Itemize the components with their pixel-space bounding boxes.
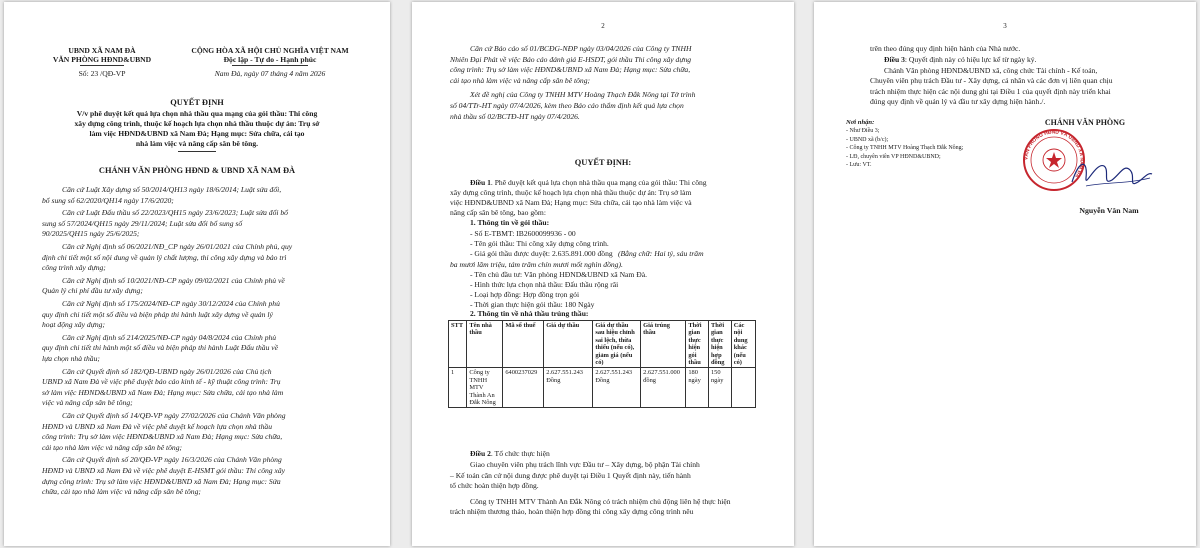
subject-line: nhà làm việc và nâng cấp sân bê tông. — [135, 139, 259, 148]
legal-basis-line: quy định chi tiết thi hành một số điều và biện pháp thi hành Luật Đấu thầu về — [42, 343, 279, 353]
legal-basis-line: Căn cứ Luật Xây dựng số 50/2014/QH13 ngày 18/6/2014; Luật sửa đổi, — [62, 185, 282, 194]
legal-basis-line: lựa chọn nhà thầu; — [42, 354, 100, 363]
legal-basis-line: Căn cứ Quyết định số 182/QĐ-UBND ngày 26/01/2026 của Chủ tịch — [62, 366, 272, 376]
article-1-line: việc HĐND&UBND xã Nam Đà; Hạng mục: Sửa chữa, cải tạo nhà làm việc và — [450, 198, 692, 207]
info-item: - Loại hợp đồng: Hợp đồng trọn gói — [470, 290, 580, 299]
table-cell: 2.627.551.000 đồng — [641, 368, 686, 408]
info-item: - Giá gói thầu được duyệt: 2.635.891.000 đồng — [470, 249, 613, 258]
legal-basis-line: Quản lý chi phí đầu tư xây dựng; — [42, 286, 143, 296]
nation-heading: CỘNG HÒA XÃ HỘI CHỦ NGHĨA VIỆT NAM — [191, 46, 349, 55]
table-header: Mã số thuế — [503, 321, 544, 368]
legal-basis-line: HĐND và UBND xã Nam Đà về việc phê duyệt E-HSMT gói thầu: Thi công xây — [42, 466, 286, 475]
table-row — [449, 368, 756, 408]
section-2-title: 2. Thông tin về nhà thầu trúng thầu: — [470, 309, 589, 318]
article-3-line: trách nhiệm thực hiện các nội dung ghi tại Điều 1 của quyết định này triển khai — [870, 86, 1111, 96]
authority-heading: CHÁNH VĂN PHÒNG HĐND & UBND XÃ NAM ĐÀ — [98, 166, 296, 175]
legal-basis-line: quy định chi tiết một số điều và biện pháp thi hành luật xây dựng về quản lý — [42, 309, 273, 319]
legal-basis-line: số 04/TTr-HT ngày 07/4/2026, kèm theo Báo cáo thẩm định kết quả lựa chọn — [450, 101, 684, 110]
issue-date — [172, 69, 368, 78]
signer-title: CHÁNH VĂN PHÒNG — [1044, 118, 1126, 127]
subject-line: V/v phê duyệt kết quả lựa chọn nhà thầu qua mạng của gói thầu: Thi công — [76, 109, 318, 118]
info-item: ba mươi lăm triệu, tám trăm chín mươi mốt nghìn đồng). — [450, 260, 623, 269]
article-1-label: Điều 1 — [470, 178, 491, 187]
legal-basis-line: Căn cứ Nghị định số 175/2024/NĐ-CP ngày 30/12/2024 của Chính phủ — [62, 299, 280, 308]
table-header: STT — [449, 321, 467, 368]
article-2-line: Giao chuyên viên phụ trách lĩnh vực Đầu tư – Xây dựng, bộ phận Tài chính — [470, 460, 700, 469]
table-header: Giá dự thầu sau hiệu chỉnh sai lệch, thừa thiếu (nếu có), giảm giá (nếu có) — [593, 321, 641, 368]
info-item: - Hình thức lựa chọn nhà thầu: Đấu thầu rộng rãi — [470, 280, 619, 289]
recipient-item: - UBND xã (b/c); — [846, 136, 889, 143]
table-header: Giá dự thầu — [544, 321, 593, 368]
doc-type: QUYẾT ĐỊNH — [170, 98, 224, 107]
continuation-line: trên theo đúng quy định hiện hành của Nhà nước. — [870, 44, 1021, 53]
legal-basis-line: Căn cứ Nghị định số 214/2025/NĐ-CP ngày 04/8/2024 của Chính phủ — [62, 332, 277, 342]
legal-basis-line: Xét đề nghị của Công ty TNHH MTV Hoàng Thạch Đắk Nông tại Tờ trình — [470, 90, 696, 100]
seal-text: VĂN PHÒNG HĐND VÀ UBND XÃ NAM ĐÀ — [1023, 129, 1085, 179]
table-cell: 2.627.551.243 Đồng — [544, 368, 593, 408]
legal-basis-line: sở làm việc HĐND&UBND xã Nam Đà; Hạng mục: Sửa chữa, cải tạo nhà làm — [42, 387, 284, 397]
legal-basis-line: định chi tiết một số nội dung về quản lý chất lượng, thi công xây dựng và bảo trì — [42, 252, 287, 262]
article-3-label: Điều 3 — [884, 55, 905, 64]
legal-basis-line: việc và nâng cấp sân bê tông; — [42, 398, 133, 408]
article-2-line: – Kế toán căn cứ nội dung được phê duyệt tại Điều 1 Quyết định này, tiến hành — [450, 470, 691, 480]
page-1 — [4, 2, 390, 546]
table-cell: Công ty TNHH MTV Thành An Đắk Nông — [467, 368, 503, 408]
article-3-line: đúng quy định về quản lý và đầu tư xây dựng hiện hành./. — [870, 97, 1046, 107]
table-cell: 150 ngày — [708, 368, 731, 408]
table-cell: 1 — [449, 368, 467, 408]
legal-basis-line: công trình xây dựng; — [42, 263, 106, 273]
table-cell: 180 ngày — [686, 368, 709, 408]
article-3-line: Chuyên viên phụ trách Đầu tư - Xây dựng, cá nhân và các đơn vị liên quan chịu — [870, 76, 1113, 86]
handwritten-signature — [1066, 152, 1156, 196]
recipient-item: - Công ty TNHH MTV Hoàng Thạch Đắk Nông; — [846, 145, 964, 152]
article-2-title: . Tổ chức thực hiện — [490, 449, 550, 458]
org-line-1: UBND XÃ NAM ĐÀ — [68, 46, 136, 55]
article-1 — [470, 178, 707, 187]
article-3-line: Chánh Văn phòng HĐND&UBND xã, công chức Tài chính - Kế toán, — [884, 66, 1098, 75]
price-in-words: (Bằng chữ: Hai tỷ, sáu trăm — [618, 249, 704, 258]
legal-basis-line: cải tạo nhà làm việc và nâng cấp sân bê tông; — [450, 75, 591, 85]
date-value: 07 tháng 4 năm 2026 — [260, 69, 326, 78]
info-item: - Thời gian thực hiện gói thầu: 180 Ngày — [470, 300, 595, 309]
article-2-line: tổ chức hoàn thiện hợp đồng. — [450, 481, 539, 491]
info-item: - Tên gói thầu: Thi công xây dựng công trình. — [470, 239, 609, 248]
recipient-item: - Lưu: VT. — [846, 162, 872, 169]
recipients-title: Nơi nhận: — [846, 119, 875, 126]
table-header: Các nội dung khác (nếu có) — [731, 321, 755, 368]
article-1-line: nâng cấp sân bê tông, bao gồm: — [450, 208, 546, 217]
legal-basis-line: công trình: Trụ sở làm việc HĐND&UBND xã Nam Đà; Hạng mục: Sửa chữa, — [42, 432, 283, 442]
legal-basis-line: sung số 57/2024/QH15 ngày 29/11/2024; Luật sửa đổi bổ sung số — [42, 218, 243, 228]
recipient-item: - Như Điều 3; — [846, 128, 880, 134]
article-2 — [470, 449, 550, 458]
winning-bidder-table — [448, 320, 756, 408]
table-cell: 2.627.551.243 Đồng — [593, 368, 641, 408]
article-3-text: : Quyết định này có hiệu lực kể từ ngày ký. — [904, 55, 1037, 64]
subject-line: xây dựng công trình, thuộc kế hoạch lựa chọn nhà thầu thuộc dự án: Trụ sở — [74, 119, 320, 128]
legal-basis-line: Căn cứ Báo cáo số 01/BCĐG-NĐP ngày 03/04/2026 của Công ty TNHH — [470, 44, 692, 53]
article-2-line: Công ty TNHH MTV Thành An Đắk Nông có trách nhiệm chủ động liên hệ thực hiện — [470, 496, 731, 506]
legal-basis-line: Nhiên Đại Phát về việc Báo cáo đánh giá E-HSDT, gói thầu Thi công xây dựng — [450, 54, 692, 64]
date-prefix: Nam Đà, ngày — [214, 69, 259, 78]
legal-basis-line: Căn cứ Quyết định số 20/QĐ-VP ngày 16/3/2026 của Chánh Văn phòng — [62, 455, 282, 465]
article-3 — [884, 55, 1037, 64]
info-item: - Tên chủ đầu tư: Văn phòng HĐND&UBND xã Nam Đà. — [470, 270, 647, 279]
motto: Độc lập - Tự do - Hạnh phúc — [223, 55, 317, 64]
table-header: Thời gian thực hiện gói thầu — [686, 321, 709, 368]
section-1-title: 1. Thông tin về gói thầu: — [470, 218, 550, 227]
legal-basis-line: Căn cứ Quyết định số 14/QĐ-VP ngày 27/02/2026 của Chánh Văn phòng — [62, 411, 286, 420]
legal-basis-line: nhà thầu số 02/BCTĐ-HT ngày 07/4/2026. — [450, 111, 580, 121]
table-header: Giá trúng thầu — [641, 321, 686, 368]
doc-number: Số: 23 /QĐ-VP — [78, 69, 126, 78]
subject-line: làm việc HĐND&UBND xã Nam Đà; Hạng mục: Sửa chữa, cải tạo — [89, 129, 305, 138]
legal-basis-line: dựng công trình: Trụ sở làm việc HĐND&UBND xã Nam Đà; Hạng mục: Sửa — [42, 476, 281, 486]
article-2-line: trách nhiệm thương thảo, hoàn thiện hợp đồng thi công xây dựng công trình nêu — [450, 507, 694, 517]
legal-basis-line: Căn cứ Luật Đấu thầu số 22/2023/QH15 ngày 23/6/2023; Luật sửa đổi bổ — [62, 208, 288, 218]
info-item: - Số E-TBMT: IB2600099936 - 00 — [470, 229, 576, 238]
article-2-label: Điều 2 — [470, 449, 491, 458]
table-header: Thời gian thực hiện hợp đồng — [708, 321, 731, 368]
article-1-line: xây dựng công trình, thuộc kế hoạch lựa chọn nhà thầu thuộc dự án: Trụ sở làm — [450, 188, 692, 197]
legal-basis-line: Căn cứ Nghị định số 06/2021/NĐ_CP ngày 26/01/2021 của Chính phủ, quy — [62, 242, 293, 251]
page-number: 3 — [1003, 22, 1007, 30]
recipient-item: - LĐ, chuyên viên VP HĐND&UBND; — [846, 153, 941, 160]
legal-basis-line: công trình: Trụ sở làm việc HĐND&UBND xã Nam Đà; Hạng mục: Sửa chữa, — [450, 65, 691, 75]
legal-basis-line: bổ sung số 62/2020/QH14 ngày 17/6/2020; — [42, 195, 174, 205]
page-2 — [412, 2, 794, 546]
article-1-line: . Phê duyệt kết quả lựa chọn nhà thầu qua mạng của gói thầu: Thi công — [490, 178, 707, 187]
legal-basis-line: chữa, cải tạo nhà làm việc và nâng cấp sân bê tông; — [42, 487, 201, 497]
legal-basis-line: cải tạo nhà làm việc và nâng cấp sân bê tông; — [42, 442, 183, 452]
signer-name: Nguyễn Văn Nam — [1079, 206, 1139, 215]
legal-basis-line: hoạt động xây dựng; — [42, 320, 105, 330]
legal-basis-line: Căn cứ Nghị định số 10/2021/NĐ-CP ngày 09/02/2021 của Chính phủ về — [62, 275, 285, 285]
org-line-2: VĂN PHÒNG HĐND&UBND — [52, 55, 152, 64]
table-cell: 6400237029 — [503, 368, 544, 408]
page-number: 2 — [601, 22, 605, 30]
table-header: Tên nhà thầu — [467, 321, 503, 368]
decide-heading: QUYẾT ĐỊNH: — [574, 158, 632, 167]
legal-basis-line: HĐND và UBND xã Nam Đà về việc phê duyệt kế hoạch lựa chọn nhà thầu — [42, 421, 272, 431]
page-3 — [814, 2, 1196, 546]
legal-basis-line: 90/2025/QH15 ngày 25/6/2025; — [42, 229, 140, 239]
legal-basis-line: UBND xã Nam Đà về việc phê duyệt báo cáo kinh tế - kỹ thuật công trình: Trụ — [42, 377, 281, 387]
table-cell — [731, 368, 755, 408]
